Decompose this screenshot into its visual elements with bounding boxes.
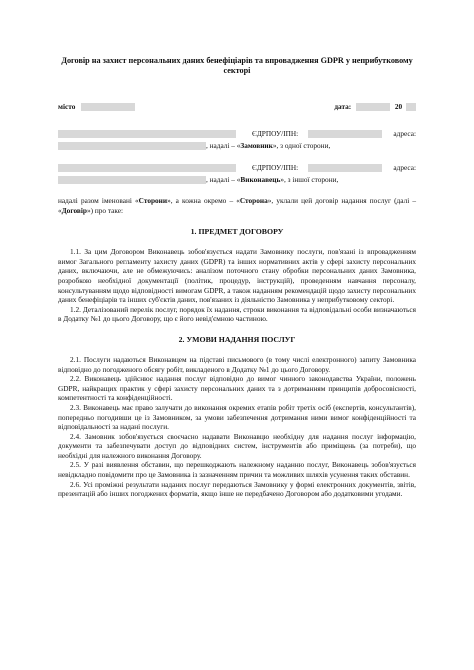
- date-day-month-input[interactable]: [356, 103, 390, 111]
- customer-suffix-after: », з одної сторони,: [272, 141, 331, 150]
- date-field: [334, 102, 416, 111]
- party-customer-line2: [58, 140, 416, 150]
- city-label: місто: [58, 102, 76, 111]
- year-prefix: 20: [394, 102, 403, 111]
- contractor-address-input[interactable]: [58, 176, 206, 184]
- document-title: Договір на захист персональних даних бенефіціарів та впровадження GDPR у неприбутковому секторі: [61, 56, 413, 75]
- customer-suffix-before: , надалі – «: [206, 141, 241, 150]
- party-contractor-line1: [58, 162, 416, 172]
- year-input[interactable]: [406, 103, 416, 111]
- contractor-suffix-before: , надалі – «: [206, 175, 241, 184]
- intro-paragraph: [58, 196, 416, 215]
- city-field: [58, 102, 135, 111]
- clause-2-6: 2.6. Усі проміжні результати наданих послуг передаються Замовнику у формі електронних документів, звітів, презентацій або інших погоджених форматів, якщо інше не передбачено Договором або додатковими угодами.: [58, 479, 416, 499]
- contractor-address-label: адреса:: [393, 163, 416, 172]
- intro-text-4: ») про таке:: [86, 205, 124, 215]
- contractor-role: Виконавець: [240, 175, 281, 184]
- customer-edrpou-label: ЄДРПОУ/ІПН:: [252, 129, 299, 138]
- section-2-heading: 2. УМОВИ НАДАННЯ ПОСЛУГ: [178, 334, 296, 344]
- party-customer-line1: [58, 128, 416, 138]
- clause-1-2: 1.2. Деталізований перелік послуг, порядок їх надання, строки виконання та відповідальні особи визначаються в Додатку №1 до цього Договору, що є його невід'ємною частиною.: [58, 304, 416, 324]
- intro-text-2: », а кожна окремо – «: [167, 196, 240, 205]
- party-contractor: [58, 162, 416, 184]
- intro-term-parties: Сторони: [138, 196, 168, 205]
- contractor-edrpou-input[interactable]: [308, 164, 382, 172]
- intro-term-party: Сторона: [239, 196, 268, 205]
- section-1-heading: 1. ПРЕДМЕТ ДОГОВОРУ: [190, 227, 284, 237]
- customer-name-input[interactable]: [58, 130, 236, 138]
- intro-text-3: », уклали цей договір надання послуг (далі – «: [58, 196, 417, 215]
- party-contractor-line2: [58, 174, 416, 184]
- clause-1-1: 1.1. За цим Договором Виконавець зобов'язується надати Замовнику послуги, пов'язані із впровадженням вимог Загального регламенту захисту даних (GDPR) та інших нормативних актів у сфері захисту персональних даних, включаючи, але не обмежуючись: аналізом поточного стану обробки персональних даних Замовника, розробкою необхідної документації (політик, процедур, інструкцій), проведенням навчання персоналу, консультуванням щодо відповідності вимогам GDPR, а також наданням рекомендацій щодо захисту персональних даних бенефіціарів та інших суб'єктів даних, пов'язаних із діяльністю Замовника у неприбутковому секторі.: [58, 247, 416, 305]
- customer-address-label: адреса:: [393, 129, 416, 138]
- city-date-row: [58, 102, 416, 111]
- customer-edrpou-input[interactable]: [308, 130, 382, 138]
- clause-2-5: 2.5. У разі виявлення обставин, що перешкоджають належному наданню послуг, Виконавець зобов'язується невідкладно повідомити про це Замовника із зазначенням причин та можливих шляхів усунення таких обставин.: [58, 460, 416, 480]
- date-label: дата:: [334, 102, 352, 111]
- clause-2-4: 2.4. Замовник зобов'язується своєчасно надавати Виконавцю необхідну для надання послуг інформацію, документи та забезпечувати доступ до відповідних систем, інструментів або приміщень (за потреби), що необхідні для належного виконання Договору.: [58, 431, 416, 460]
- customer-address-input[interactable]: [58, 142, 206, 150]
- customer-role: Замовник: [240, 141, 273, 150]
- contractor-edrpou-label: ЄДРПОУ/ІПН:: [252, 163, 299, 172]
- contractor-suffix-after: », з іншої сторони,: [280, 175, 339, 184]
- party-customer: [58, 128, 416, 150]
- clause-2-3: 2.3. Виконавець має право залучати до виконання окремих етапів робіт третіх осіб (експертів, консультантів), попередньо погодивши це із Замовником, за умови забезпечення дотримання ними вимог конфіденційності та відповідальності за надані послуги.: [58, 402, 416, 432]
- contractor-name-input[interactable]: [58, 164, 236, 172]
- city-input[interactable]: [81, 103, 135, 111]
- clause-2-2: 2.2. Виконавець здійснює надання послуг відповідно до вимог чинного законодавства України, положень GDPR, найкращих практик у сфері захисту персональних даних та з дотриманням принципів добросовісності, компетентності та конфіденційності.: [58, 374, 416, 403]
- intro-text-1: надалі разом іменовані «: [58, 196, 139, 205]
- intro-term-contract: Договір: [61, 205, 87, 215]
- clause-2-1: 2.1. Послуги надаються Виконавцем на підставі письмового (в тому числі електронного) запиту Замовника відповідно до погодженого обсягу робіт, викладеного в Додатку №1 до цього Договору.: [58, 354, 416, 374]
